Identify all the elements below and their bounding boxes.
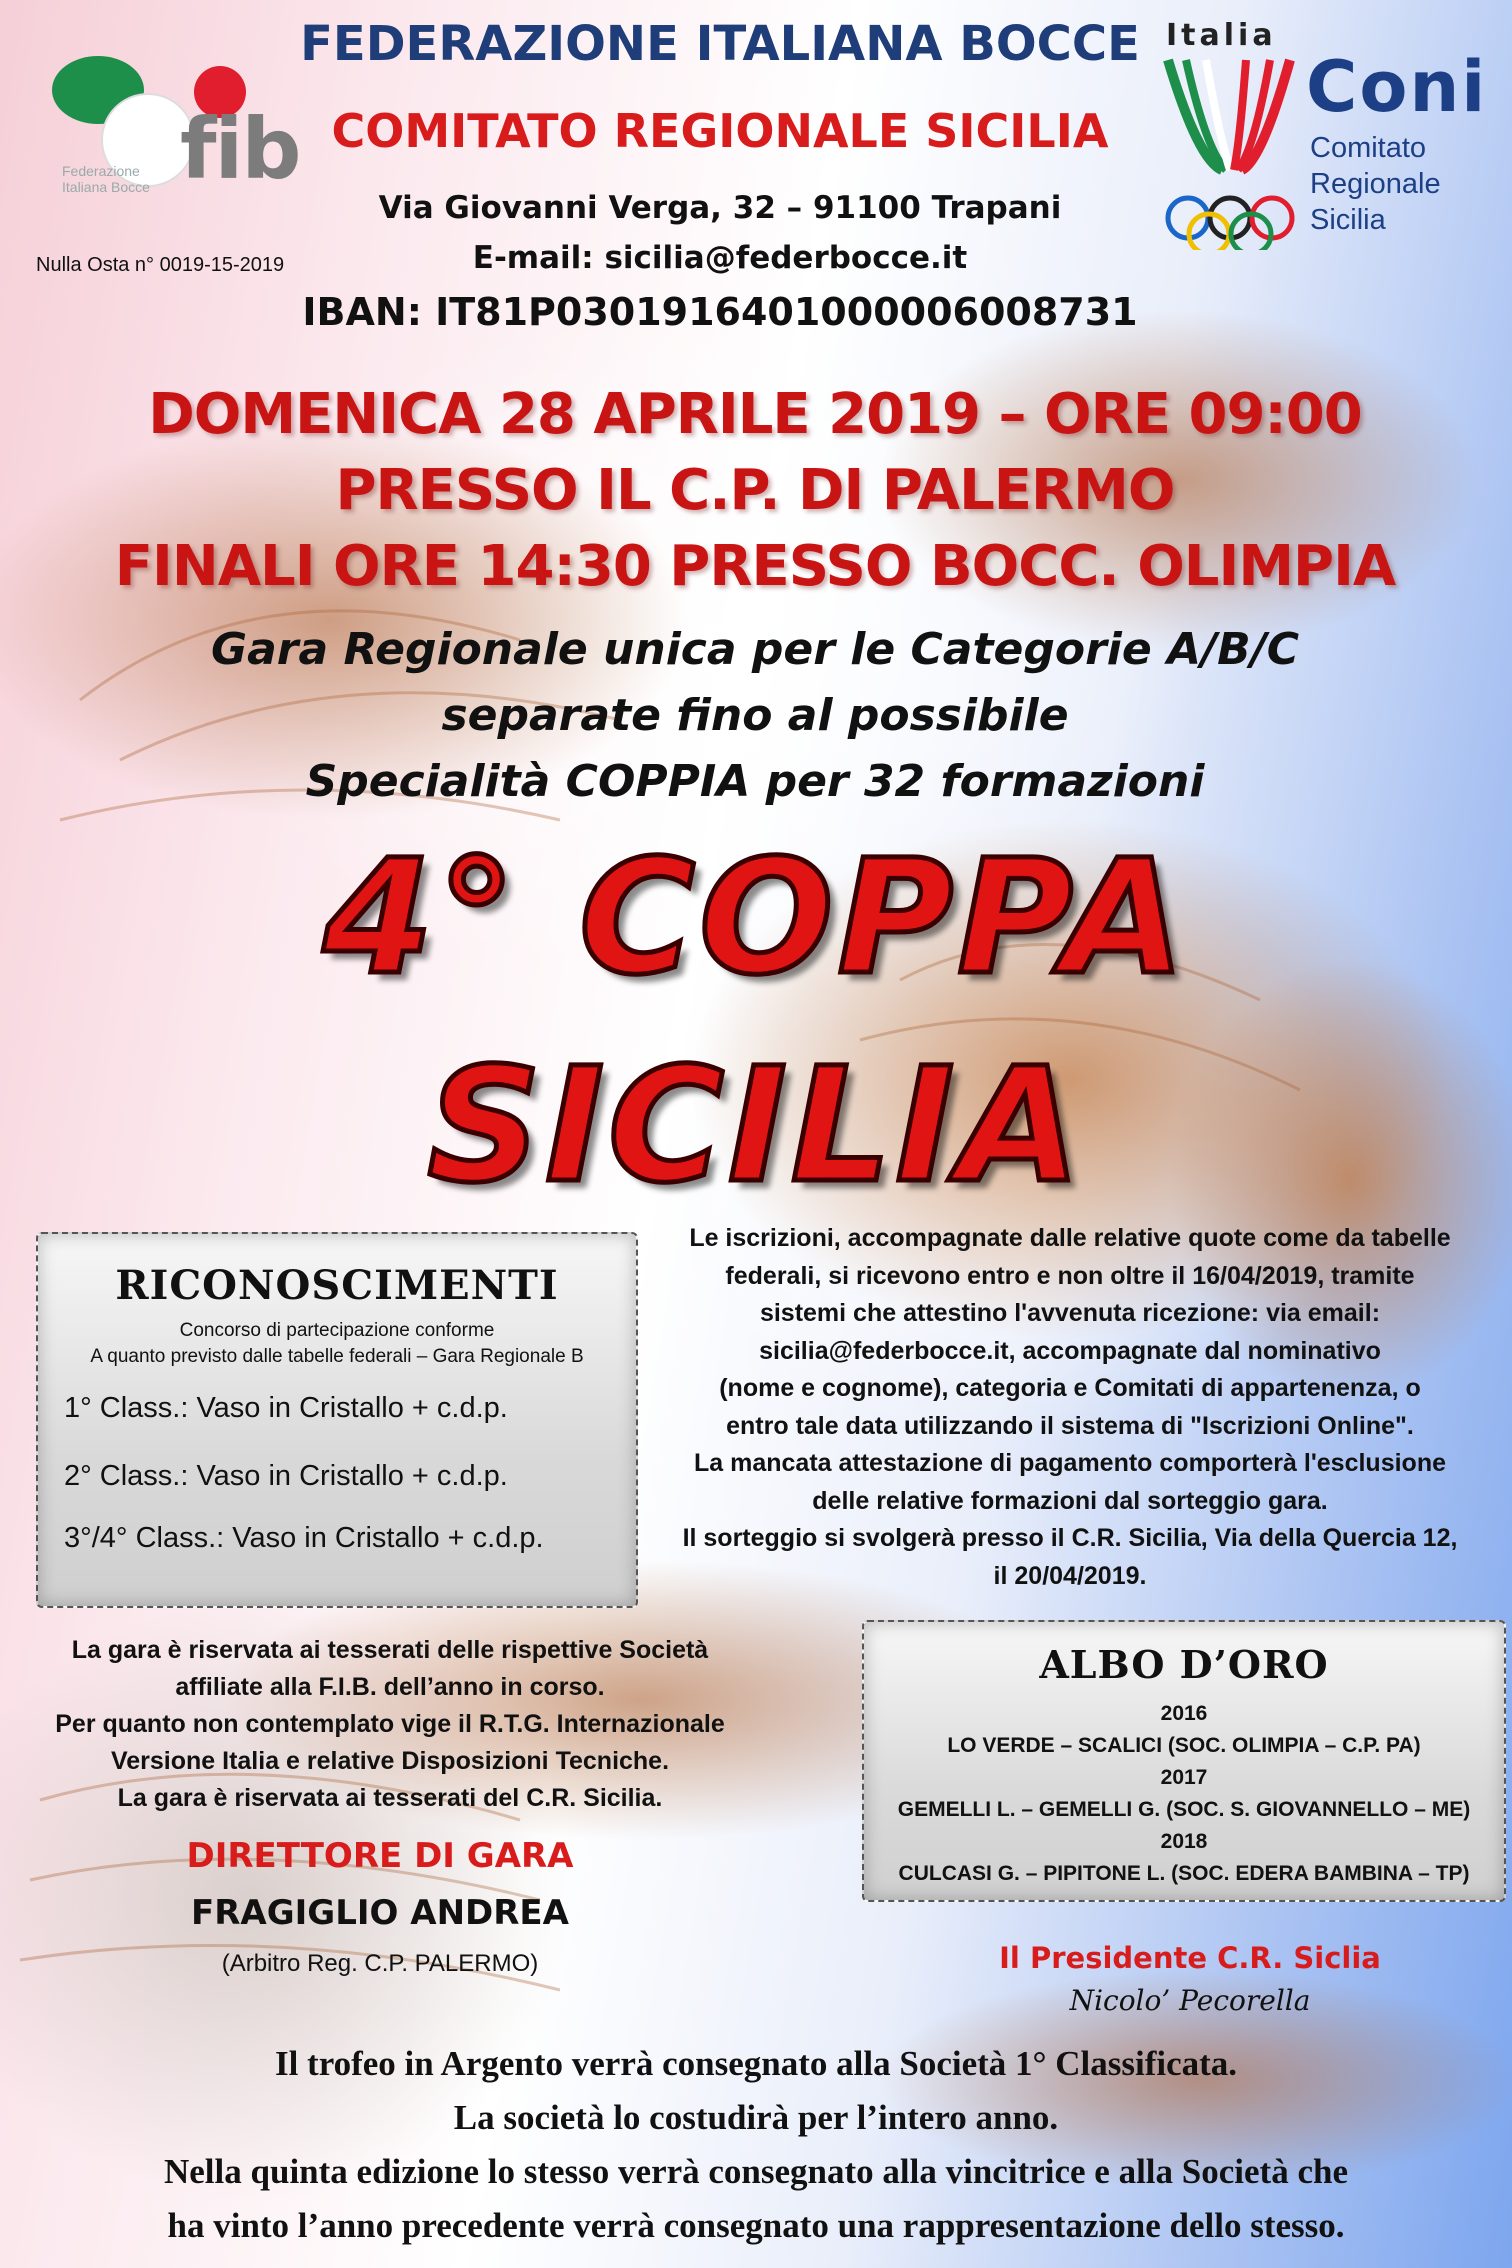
coni-sub-line-1: Comitato: [1310, 132, 1427, 164]
title-line-1: 4° COPPA: [323, 826, 1189, 1010]
iban: IBAN: IT81P0301916401000006008731: [302, 290, 1138, 334]
coni-sub-line-2: Regionale: [1310, 168, 1441, 200]
riconoscimenti-sub-2: A quanto previsto dalle tabelle federali – Gara Regionale B: [90, 1346, 584, 1367]
presidente-signature: Nicolo’ Pecorella: [1069, 1984, 1311, 2017]
iscrizioni-line: entro tale data utilizzando il sistema di "Iscrizioni Online".: [726, 1411, 1414, 1440]
coni-logo-subtitle: [1310, 130, 1441, 238]
committee-title: COMITATO REGIONALE SICILIA: [331, 104, 1109, 158]
albo-winners: CULCASI G. – PIPITONE L. (SOC. EDERA BAMBINA – TP): [898, 1862, 1470, 1885]
riservata-line: Versione Italia e relative Disposizioni Tecniche.: [110, 1747, 670, 1775]
iscrizioni-line: sistemi che attestino l'avvenuta ricezione: via email:: [759, 1299, 1381, 1327]
iscrizioni-line: delle relative formazioni dal sorteggio gara.: [812, 1486, 1328, 1515]
coni-italia-text: Italia: [1166, 18, 1277, 53]
riservata-line: affiliate alla F.I.B. dell’anno in corso.: [175, 1673, 605, 1701]
iscrizioni-line: sicilia@federbocce.it, accompagnate dal nominativo: [759, 1336, 1381, 1365]
albo-oro-box: [862, 1620, 1506, 1902]
albo-winners: GEMELLI L. – GEMELLI G. (SOC. S. GIOVANNELLO – ME): [897, 1798, 1471, 1821]
iscrizioni-text: [640, 1220, 1500, 1595]
albo-year: 2016: [1160, 1702, 1208, 1725]
event-date: DOMENICA 28 APRILE 2019 – ORE 09:00: [148, 382, 1362, 447]
albo-year: 2018: [1160, 1830, 1208, 1853]
albo-oro-title: ALBO D’ORO: [1039, 1642, 1329, 1687]
coni-sub-line-3: Sicilia: [1310, 204, 1386, 236]
fib-sub-line-1: Federazione: [62, 163, 140, 179]
footer-line: Nella quinta edizione lo stesso verrà consegnato alla vincitrice e alla Società che: [164, 2152, 1348, 2191]
prize-item: 3°/4° Class.: Vaso in Cristallo + c.d.p.: [64, 1522, 544, 1554]
riconoscimenti-title: RICONOSCIMENTI: [115, 1262, 559, 1309]
event-finals: FINALI ORE 14:30 PRESSO BOCC. OLIMPIA: [114, 534, 1396, 599]
riconoscimenti-box: [36, 1232, 638, 1608]
footer-line: ha vinto l’anno precedente verrà consegnato una rappresentazione dello stesso.: [167, 2206, 1345, 2245]
iscrizioni-line: federali, si ricevono entro e non oltre il 16/04/2019, tramite: [725, 1261, 1415, 1290]
iscrizioni-line: Il sorteggio si svolgerà presso il C.R. Sicilia, Via della Quercia 12,: [682, 1524, 1458, 1552]
federation-title: FEDERAZIONE ITALIANA BOCCE: [300, 16, 1140, 72]
riservata-line: La gara è riservata ai tesserati del C.R. Sicilia.: [117, 1784, 663, 1812]
gara-separate: separate fino al possibile: [441, 690, 1069, 741]
footer-line: La società lo costudirà per l’intero anno.: [453, 2098, 1059, 2137]
title-line-2: SICILIA: [427, 1034, 1085, 1218]
presidente-title: Il Presidente C.R. Siclia: [999, 1941, 1381, 1975]
direttore-name: FRAGIGLIO ANDREA: [191, 1893, 569, 1933]
iscrizioni-line: La mancata attestazione di pagamento comporterà l'esclusione: [694, 1449, 1446, 1477]
riconoscimenti-sub-1: Concorso di partecipazione conforme: [179, 1320, 495, 1341]
iscrizioni-line: Le iscrizioni, accompagnate dalle relative quote come da tabelle: [689, 1224, 1451, 1252]
email: E-mail: sicilia@federbocce.it: [472, 240, 968, 276]
prize-item: 2° Class.: Vaso in Cristallo + c.d.p.: [64, 1460, 508, 1492]
albo-year: 2017: [1160, 1766, 1208, 1789]
footer-line: Il trofeo in Argento verrà consegnato alla Società 1° Classificata.: [274, 2044, 1238, 2083]
fib-logo-subtitle: [62, 163, 150, 195]
fib-logo-text: fib: [180, 100, 300, 198]
iscrizioni-line: il 20/04/2019.: [993, 1561, 1147, 1590]
coni-logo-text: Coni: [1306, 46, 1488, 128]
iscrizioni-line: (nome e cognome), categoria e Comitati di appartenenza, o: [719, 1374, 1421, 1402]
prize-item: 1° Class.: Vaso in Cristallo + c.d.p.: [64, 1392, 508, 1424]
fib-sub-line-2: Italiana Bocce: [62, 179, 150, 195]
riservata-line: La gara è riservata ai tesserati delle rispettive Società: [71, 1636, 709, 1664]
direttore-title: DIRETTORE DI GARA: [186, 1836, 574, 1876]
gara-category: Gara Regionale unica per le Categorie A/B/C: [210, 624, 1300, 675]
direttore-role: (Arbitro Reg. C.P. PALERMO): [221, 1950, 539, 1977]
event-venue: PRESSO IL C.P. DI PALERMO: [335, 458, 1175, 523]
gara-speciality: Specialità COPPIA per 32 formazioni: [305, 756, 1205, 807]
riservata-text: [30, 1632, 750, 1817]
riservata-line: Per quanto non contemplato vige il R.T.G. Internazionale: [55, 1710, 725, 1738]
nulla-osta: Nulla Osta n° 0019-15-2019: [36, 254, 285, 276]
albo-winners: LO VERDE – SCALICI (SOC. OLIMPIA – C.P. PA): [947, 1734, 1421, 1757]
address: Via Giovanni Verga, 32 – 91100 Trapani: [378, 190, 1062, 226]
